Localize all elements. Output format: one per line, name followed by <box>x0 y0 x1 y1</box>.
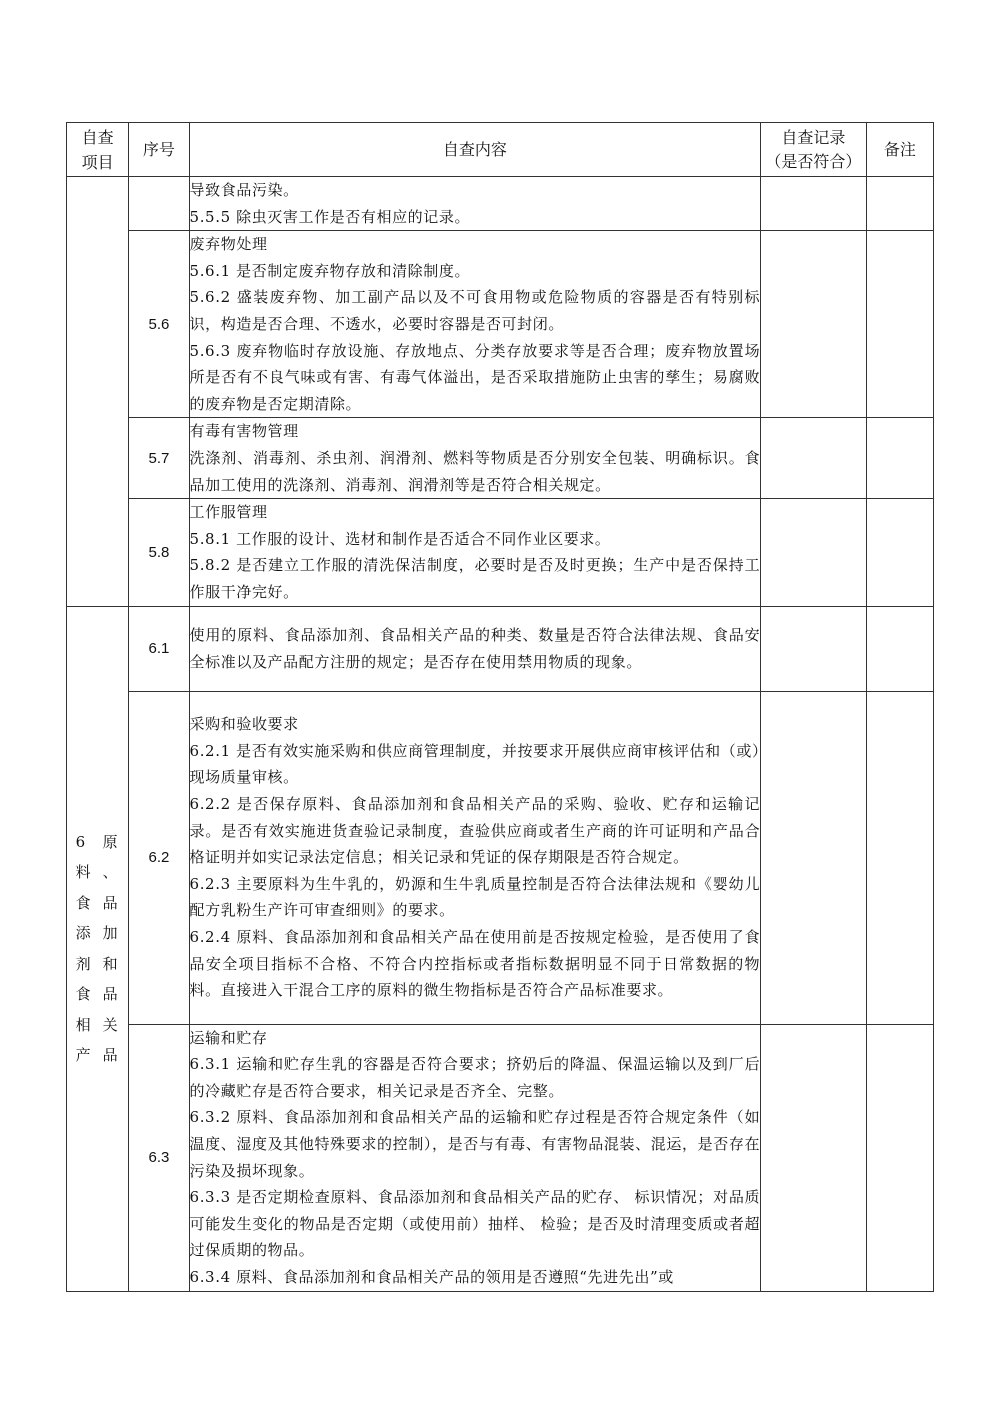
remark-cell[interactable] <box>866 691 933 1024</box>
record-cell[interactable] <box>761 606 866 691</box>
content-line: 6.2.3 主要原料为生牛乳的，奶源和生牛乳质量控制是否符合法律法规和《婴幼儿配方乳粉生产许可审查细则》的要求。 <box>189 874 761 920</box>
item-cell-continued <box>67 177 129 607</box>
table-row <box>67 691 934 1024</box>
table-header-row <box>67 123 934 177</box>
content-line: 5.8.1 工作服的设计、选材和制作是否适合不同作业区要求。 <box>189 529 611 548</box>
record-cell[interactable] <box>761 418 866 499</box>
table-row <box>67 177 934 231</box>
header-record-line2: （是否符合） <box>765 151 862 171</box>
table-row <box>67 499 934 606</box>
row-content <box>189 177 761 231</box>
row-content <box>189 1024 761 1291</box>
table-row <box>67 231 934 418</box>
header-remark: 备注 <box>866 123 933 177</box>
row-no: 6.2 <box>129 691 189 1024</box>
table-row <box>67 1024 934 1291</box>
content-line: 导致食品污染。 <box>189 181 299 199</box>
remark-cell[interactable] <box>866 231 933 418</box>
content-line: 5.6.3 废弃物临时存放设施、存放地点、分类存放要求等是否合理；废弃物放置场所是否有不良气味或有害、有毒气体溢出，是否采取措施防止虫害的孳生；易腐败的废弃物是否定期清除。 <box>189 341 761 413</box>
record-cell[interactable] <box>761 499 866 606</box>
row-no: 6.1 <box>129 606 189 691</box>
content-line: 5.5.5 除虫灭害工作是否有相应的记录。 <box>189 207 471 226</box>
content-line: 洗涤剂、消毒剂、杀虫剂、润滑剂、燃料等物质是否分别安全包装、明确标识。食品加工使用的洗涤剂、消毒剂、润滑剂等是否符合相关规定。 <box>189 448 761 494</box>
table-row <box>67 418 934 499</box>
content-line: 5.6.1 是否制定废弃物存放和清除制度。 <box>189 261 471 280</box>
header-content: 自查内容 <box>189 123 761 177</box>
content-line: 废弃物处理 <box>189 235 268 254</box>
content-line: 6.2.1 是否有效实施采购和供应商管理制度，并按要求开展供应商审核评估和（或）现场质量审核。 <box>189 741 761 787</box>
remark-cell[interactable] <box>866 418 933 499</box>
row-no: 6.3 <box>129 1024 189 1291</box>
row-content <box>189 606 761 691</box>
content-line: 工作服管理 <box>189 503 268 522</box>
content-line: 6.3.2 原料、食品添加剂和食品相关产品的运输和贮存过程是否符合规定条件（如温度、湿度及其他特殊要求的控制），是否与有毒、有害物品混装、混运，是否存在污染及损坏现象。 <box>189 1108 761 1180</box>
content-line: 5.6.2 盛装废弃物、加工副产品以及不可食用物或危险物质的容器是否有特别标识，构造是否合理、不透水，必要时容器是否可封闭。 <box>189 288 761 333</box>
row-content <box>189 231 761 418</box>
item-cell-raw-materials <box>67 606 129 1291</box>
self-inspection-table <box>66 122 934 1292</box>
content-line: 运输和贮存 <box>189 1028 268 1047</box>
remark-cell[interactable] <box>866 177 933 231</box>
content-line: 5.8.2 是否建立工作服的清洗保洁制度，必要时是否及时更换；生产中是否保持工作服干净完好。 <box>189 556 761 601</box>
row-no: 5.7 <box>129 418 189 499</box>
content-line: 6.3.1 运输和贮存生乳的容器是否符合要求；挤奶后的降温、保温运输以及到厂后的冷藏贮存是否符合要求，相关记录是否齐全、完整。 <box>189 1055 761 1100</box>
remark-cell[interactable] <box>866 1024 933 1291</box>
record-cell[interactable] <box>761 1024 866 1291</box>
row-no: 5.8 <box>129 499 189 606</box>
content-line: 6.2.4 原料、食品添加剂和食品相关产品在使用前是否按规定检验，是否使用了食品安全项目指标不合格、不符合内控指标或者指标数据明显不同于日常数据的物料。直接进入干混合工序的原料的微生物指标是否符合产品标准要求。 <box>189 927 761 1000</box>
content-line: 使用的原料、食品添加剂、食品相关产品的种类、数量是否符合法律法规、食品安全标准以及产品配方注册的规定；是否存在使用禁用物质的现象。 <box>189 625 761 671</box>
header-record-line1: 自查记录 <box>781 127 846 147</box>
content-line: 6.3.3 是否定期检查原料、食品添加剂和食品相关产品的贮存、 标识情况；对品质可能发生变化的物品是否定期（或使用前）抽样、 检验；是否及时清理变质或者超过保质期的物品。 <box>189 1188 761 1260</box>
content-line: 6.2.2 是否保存原料、食品添加剂和食品相关产品的采购、验收、贮存和运输记录。是否有效实施进货查验记录制度，查验供应商或者生产商的许可证明和产品合格证明并如实记录法定信息；相关记录和凭证的保存期限是否符合规定。 <box>189 795 761 867</box>
content-line: 有毒有害物管理 <box>189 422 299 441</box>
content-line: 6.3.4 原料、食品添加剂和食品相关产品的领用是否遵照“先进先出”或 <box>189 1267 674 1286</box>
header-record <box>761 123 866 177</box>
content-line: 采购和验收要求 <box>189 715 299 734</box>
row-no: 5.6 <box>129 231 189 418</box>
record-cell[interactable] <box>761 177 866 231</box>
row-no <box>129 177 189 231</box>
remark-cell[interactable] <box>866 606 933 691</box>
record-cell[interactable] <box>761 691 866 1024</box>
header-no: 序号 <box>129 123 189 177</box>
row-content <box>189 418 761 499</box>
table-row <box>67 606 934 691</box>
item-label: 6 原料、食品添加剂和食品相关产品 <box>75 832 120 1064</box>
record-cell[interactable] <box>761 231 866 418</box>
row-content <box>189 691 761 1024</box>
remark-cell[interactable] <box>866 499 933 606</box>
header-item: 自查项目 <box>67 123 129 177</box>
row-content <box>189 499 761 606</box>
